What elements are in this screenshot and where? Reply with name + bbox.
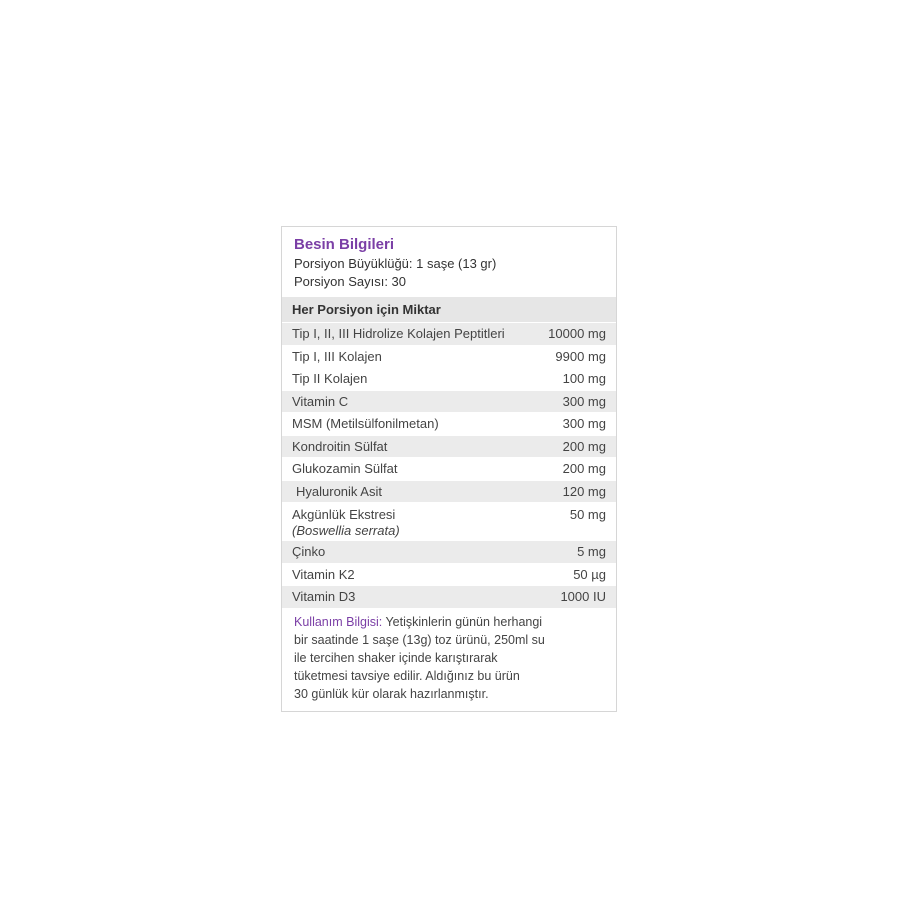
nutrition-header	[294, 235, 608, 291]
nutrient-name: Çinko	[292, 544, 326, 559]
nutrient-name: MSM (Metilsülfonilmetan)	[292, 416, 439, 431]
nutrient-value: 1000 IU	[560, 589, 606, 604]
nutrient-value: 120 mg	[562, 483, 606, 499]
nutrient-value: 300 mg	[562, 416, 606, 431]
nutrient-name: Glukozamin Sülfat	[292, 461, 398, 476]
nutrient-value: 200 mg	[562, 438, 606, 454]
table-row	[282, 368, 616, 391]
usage-line	[294, 613, 612, 631]
usage-line: ile tercihen shaker içinde karıştırarak	[294, 651, 498, 665]
table-row	[282, 503, 616, 541]
nutrient-name: Tip I, II, III Hidrolize Kolajen Peptitleri	[292, 326, 505, 341]
nutrient-table-heading: Her Porsiyon için Miktar	[282, 297, 616, 323]
nutrition-title: Besin Bilgileri	[294, 236, 395, 253]
nutrient-value: 300 mg	[562, 393, 606, 409]
usage-text: Yetişkinlerin günün herhangi	[385, 615, 543, 629]
nutrient-name: Tip II Kolajen	[292, 371, 368, 386]
nutrient-name: Vitamin K2	[292, 566, 355, 582]
nutrient-name: Hyaluronik Asit	[296, 483, 382, 499]
nutrient-value: 50 mg	[569, 507, 606, 522]
nutrient-name: Vitamin D3	[292, 589, 356, 604]
table-row	[282, 436, 616, 459]
table-row	[282, 346, 616, 369]
nutrient-value: 10000 mg	[548, 326, 606, 341]
usage-info	[294, 613, 612, 703]
usage-line: tüketmesi tavsiye edilir. Aldığınız bu ürün	[294, 669, 520, 683]
usage-line: 30 günlük kür olarak hazırlanmıştır.	[294, 687, 489, 701]
usage-line: bir saatinde 1 saşe (13g) toz ürünü, 250ml su	[294, 633, 545, 647]
nutrient-value: 100 mg	[562, 371, 606, 386]
nutrient-name: Tip I, III Kolajen	[292, 348, 382, 364]
nutrition-facts-panel	[281, 226, 617, 712]
nutrient-latin-name: (Boswellia serrata)	[292, 523, 400, 538]
servings-count: Porsiyon Sayısı: 30	[294, 274, 406, 289]
nutrient-table	[282, 297, 616, 609]
table-row	[282, 586, 616, 609]
table-row	[282, 541, 616, 564]
nutrient-value: 5 mg	[577, 544, 606, 559]
table-row	[282, 323, 616, 346]
table-row	[282, 458, 616, 481]
usage-label: Kullanım Bilgisi:	[294, 615, 383, 629]
table-row	[282, 413, 616, 436]
table-row	[282, 391, 616, 414]
nutrient-name: Vitamin C	[292, 393, 349, 409]
nutrient-name	[292, 507, 400, 539]
nutrient-value: 50 µg	[573, 566, 606, 582]
table-row	[282, 564, 616, 587]
nutrient-name-text: Akgünlük Ekstresi	[292, 507, 396, 522]
nutrient-value: 200 mg	[562, 461, 606, 476]
serving-size: Porsiyon Büyüklüğü: 1 saşe (13 gr)	[294, 256, 497, 271]
table-row	[282, 481, 616, 504]
nutrient-value: 9900 mg	[555, 348, 606, 364]
nutrient-name: Kondroitin Sülfat	[292, 438, 388, 454]
